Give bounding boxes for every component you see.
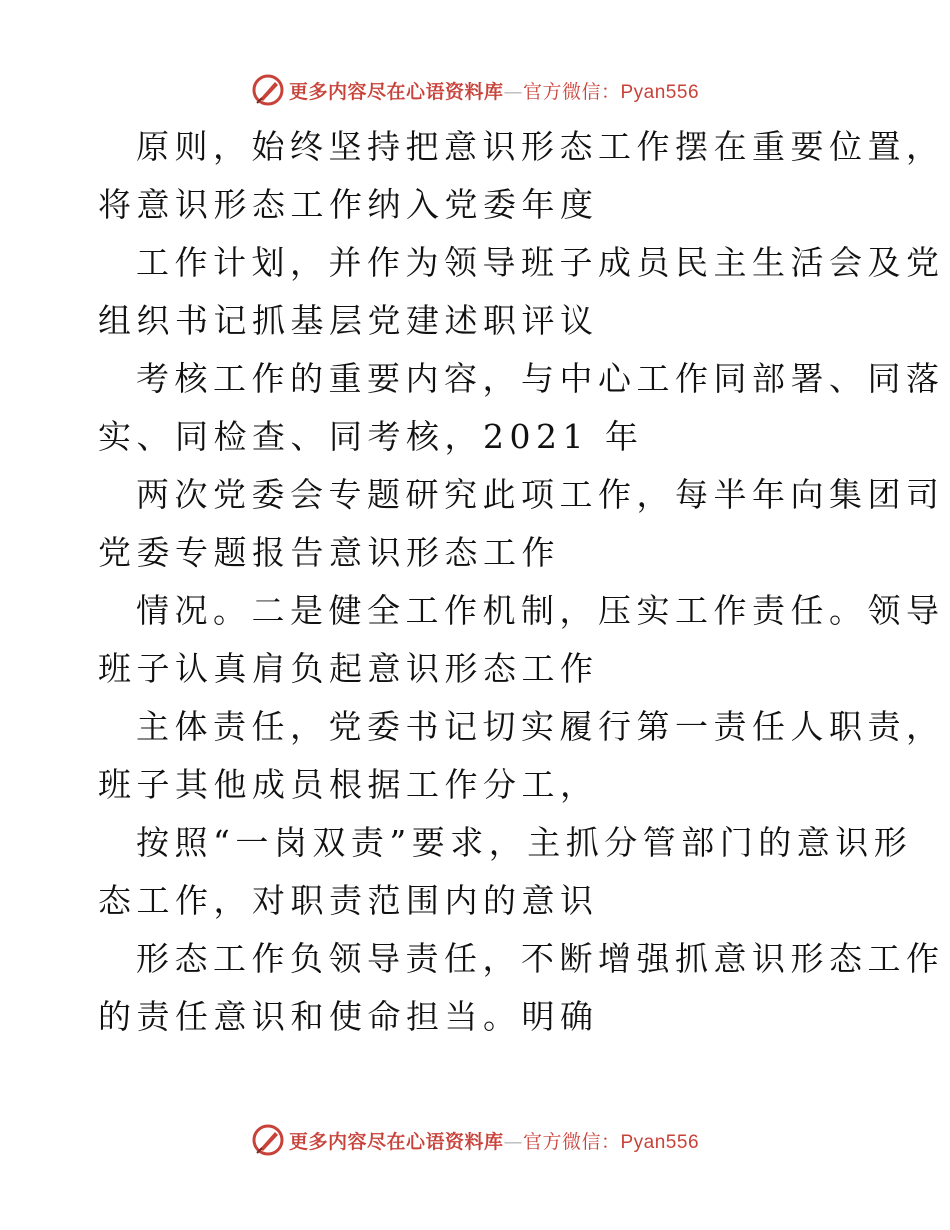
paragraph-line: 原则，始终坚持把意识形态工作摆在重要位置， (136, 127, 945, 166)
watermark-official-label: 官方微信： (522, 80, 621, 103)
paragraph-line: 实、同检查、同考核，2021 年 (98, 417, 644, 456)
watermark-separator: — (503, 1130, 523, 1153)
paragraph-line: 的责任意识和使命担当。明确 (98, 997, 599, 1036)
paragraph (98, 814, 913, 930)
paragraph (98, 698, 945, 814)
watermark-wechat-id: Pyan556 (620, 1131, 700, 1153)
paragraph-line: 形态工作负领导责任，不断增强抓意识形态工作 (136, 939, 945, 978)
quill-logo-icon (251, 73, 285, 107)
paragraph (98, 234, 945, 350)
paragraph (98, 930, 945, 1046)
paragraph-line: 主体责任，党委书记切实履行第一责任人职责， (136, 707, 945, 746)
footer-watermark (0, 1120, 950, 1160)
paragraph-line: 情况。二是健全工作机制，压实工作责任。领导 (136, 591, 945, 630)
paragraph-line: 考核工作的重要内容，与中心工作同部署、同落 (136, 359, 945, 398)
watermark-brand: 更多内容尽在心语资料库 (288, 80, 504, 103)
paragraph-line: 工作计划，并作为领导班子成员民主生活会及党 (136, 243, 945, 282)
paragraph (98, 582, 945, 698)
paragraph-line: 态工作，对职责范围内的意识 (98, 881, 599, 920)
paragraph-line: 组织书记抓基层党建述职评议 (98, 301, 599, 340)
watermark-text (289, 77, 699, 104)
watermark-brand: 更多内容尽在心语资料库 (288, 1130, 504, 1153)
paragraph (98, 350, 945, 466)
header-watermark (0, 70, 950, 110)
watermark-official-label: 官方微信： (522, 1130, 621, 1153)
paragraph-line: 班子认真肩负起意识形态工作 (98, 649, 599, 688)
paragraph (98, 118, 945, 234)
paragraph-line: 党委专题报告意识形态工作 (98, 533, 560, 572)
watermark-wechat-id: Pyan556 (620, 81, 700, 103)
paragraph-line: 两次党委会专题研究此项工作，每半年向集团司 (136, 475, 945, 514)
watermark-separator: — (503, 80, 523, 103)
document-body (98, 118, 945, 1046)
paragraph-line: 班子其他成员根据工作分工， (98, 765, 599, 804)
quill-logo-icon (251, 1123, 285, 1157)
watermark-text (289, 1127, 699, 1154)
paragraph (98, 466, 945, 582)
paragraph-line: 将意识形态工作纳入党委年度 (98, 185, 599, 224)
paragraph-line: 按照“一岗双责”要求，主抓分管部门的意识形 (136, 823, 913, 862)
